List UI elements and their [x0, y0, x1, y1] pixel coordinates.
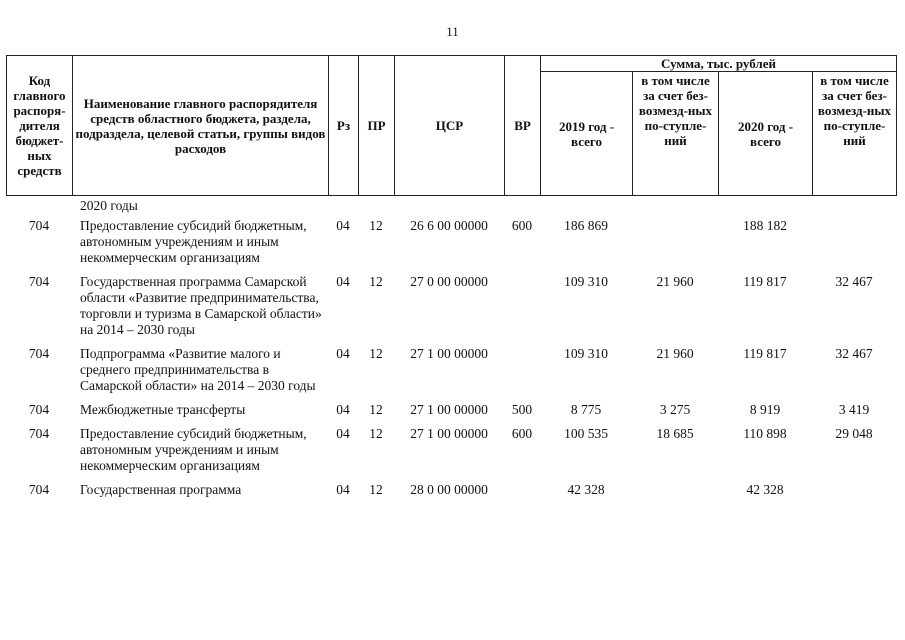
table-body [6, 198, 896, 498]
table-row: 704 Предоставление субсидий бюджетным, автономным учреждениям и иным некоммерческим организациям 04 12 27 1 00 00000 600 100 535 18 685 110 898 29 048 [28, 426, 873, 473]
header-vr: ВР [505, 56, 541, 196]
table-row: 704 Подпрограмма «Развитие малого и среднего предпринимательства в Самарской области» на 2014 – 2030 годы 04 12 27 1 00 00000 109 310 21 960 119 817 32 467 [28, 346, 873, 393]
table-row: 704 Предоставление субсидий бюджетным, автономным учреждениям и иным некоммерческим организациям 04 12 26 6 00 00000 600 186 869 188 182 [28, 218, 787, 265]
table-row: 704 Межбюджетные трансферты 04 12 27 1 00 00000 500 8 775 3 275 8 919 3 419 [28, 402, 870, 417]
header-rz: Рз [329, 56, 359, 196]
table-header [6, 55, 897, 196]
header-pr: ПР [359, 56, 395, 196]
continuation-text: 2020 годы [80, 198, 138, 213]
table-row: 704 Государственная программа Самарской области «Развитие предпринимательства, торговли и туризма в Самарской области» на 2014 – 2030 годы 04 12 27 0 00 00000 109 310 21 960 119 817 32 467 [28, 274, 873, 337]
table-row: 704 Государственная программа 04 12 28 0 00 00000 42 328 42 328 [28, 482, 784, 497]
header-csr: ЦСР [395, 56, 505, 196]
page-number: 11 [446, 24, 459, 39]
header-2020-free: в том числе за счет без-возмезд-ных по-ступле-ний [813, 72, 897, 196]
header-2019-free: в том числе за счет без-возмезд-ных по-ступле-ний [633, 72, 719, 196]
header-code: Код главного распоря-дителя бюджет-ных средств [7, 56, 73, 196]
header-sum: Сумма, тыс. рублей [541, 56, 897, 72]
header-2019: 2019 год - всего [541, 72, 633, 196]
header-2020: 2020 год - всего [719, 72, 813, 196]
header-name: Наименование главного распорядителя средств областного бюджета, раздела, подраздела, целевой статьи, группы видов расходов [73, 56, 329, 196]
